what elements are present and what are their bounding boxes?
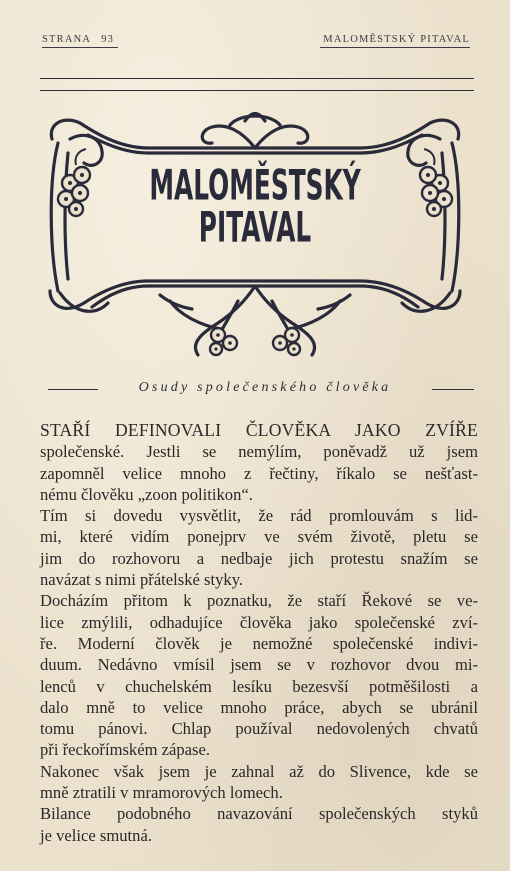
running-head-left bbox=[42, 34, 114, 45]
running-head-title: MALOMĚSTSKÝ PITAVAL bbox=[323, 34, 470, 45]
subtitle: Osudy společenského člověka bbox=[138, 380, 392, 395]
logo-title-line1: MALOMĚSTSKÝ bbox=[149, 161, 361, 211]
body-line: mně ztratili v mramorových lomech. bbox=[40, 783, 283, 803]
header-rule-bottom bbox=[40, 90, 474, 91]
body-line: ře. Moderní člověk je nemožné společenské indivi- bbox=[40, 633, 478, 653]
body-line: jim do rozhovoru a nedbaje jich protestu snažím se bbox=[40, 548, 478, 568]
running-head-right-underline bbox=[320, 47, 470, 48]
body-line: duum. Nedávno vmísil jsem se v rozhovor dvou mi- bbox=[40, 655, 478, 675]
masthead-logo bbox=[30, 103, 480, 363]
running-head-left-underline bbox=[42, 47, 118, 48]
article-body bbox=[40, 420, 478, 846]
body-line: Nakonec však jsem je zahnal až do Slivence, kde se bbox=[40, 761, 478, 781]
body-line: dalo mně to velice mnoho práce, abych se ubránil bbox=[40, 697, 478, 717]
body-line: Tím si dovedu vysvětlit, že rád promlouvám s lid- bbox=[40, 506, 478, 526]
body-line: Bilance podobného navazování společenských styků bbox=[40, 804, 478, 824]
running-head bbox=[42, 34, 470, 50]
page-number: 93 bbox=[101, 34, 115, 45]
body-line: Docházím přitom k poznatku, že staří Řekové se ve- bbox=[40, 591, 478, 611]
subtitle-rule-right bbox=[432, 389, 474, 390]
subtitle-rule-left bbox=[48, 389, 98, 390]
body-line: lice zmýlili, odhadujíce člověka jako společenské zví- bbox=[40, 612, 478, 632]
body-line: mi, které vidím ponejprv ve svém životě, pletu se bbox=[40, 527, 478, 547]
body-line: společenské. Jestli se nemýlím, poněvadž už jsem bbox=[40, 442, 478, 462]
body-line: je velice smutná. bbox=[40, 825, 152, 845]
header-rule-top bbox=[40, 78, 474, 79]
body-line: zapomněl velice mnoho z řečtiny, říkalo se nešťast- bbox=[40, 463, 478, 483]
body-line: lenců v chuchelském lesíku bezesvší potměšilosti a bbox=[40, 676, 478, 696]
body-line: nému člověku „zoon politikon“. bbox=[40, 484, 253, 504]
body-line: STAŘÍ DEFINOVALI ČLOVĚKA JAKO ZVÍŘE bbox=[40, 420, 478, 440]
body-line: tomu pánovi. Chlap používal nedovolených chvatů bbox=[40, 719, 478, 739]
subtitle-row bbox=[40, 380, 474, 400]
body-line: navázat s nimi přátelské styky. bbox=[40, 570, 244, 590]
logo-title-line2: PITAVAL bbox=[198, 203, 312, 253]
body-line: při řeckořímském zápase. bbox=[40, 740, 211, 760]
running-head-section: STRANA bbox=[42, 34, 92, 45]
